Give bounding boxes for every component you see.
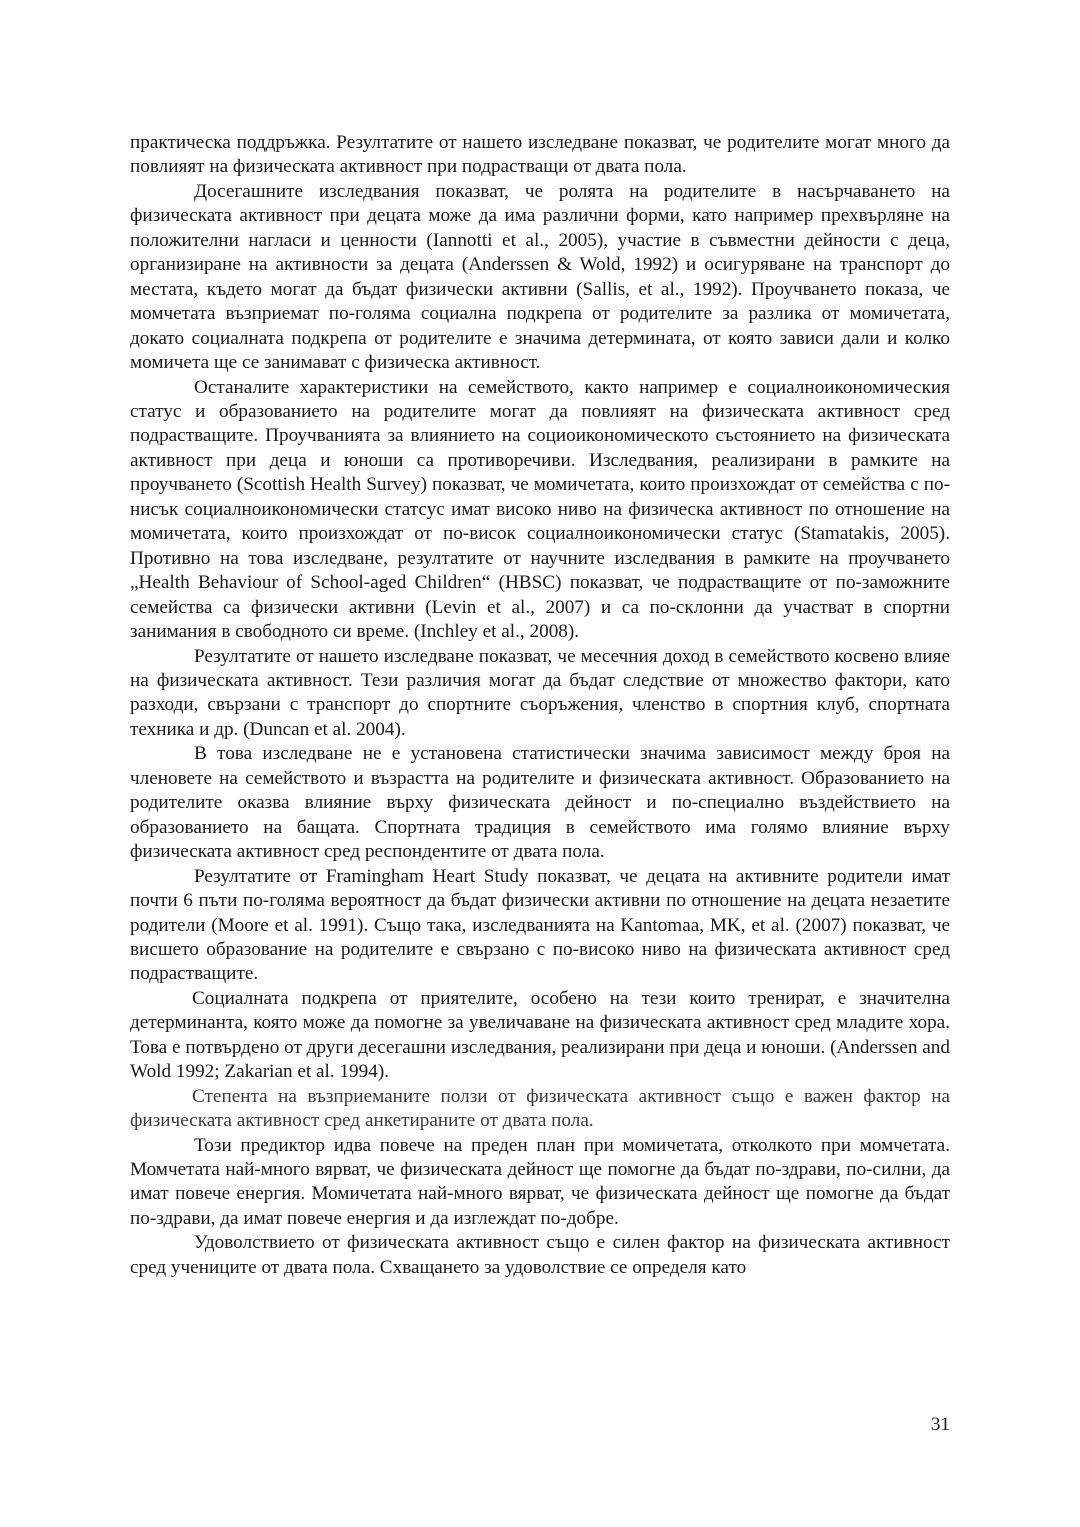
paragraph: В това изследване не е установена статистически значима зависимост между броя на членовете на семейството и възрастта на родителите и физическата активност. Образованието на родителите оказва влияние върху физическата дейност и по-специално въздействието на образованието на бащата. Спортната традиция в семейството има голямо влияние върху физическата активност сред респондентите от двата пола. bbox=[130, 743, 950, 863]
body-text bbox=[130, 131, 950, 1280]
paragraph: Степента на възприеманите ползи от физическата активност също е важен фактор на физическата активност сред анкетираните от двата пола. bbox=[130, 1085, 950, 1132]
paragraph: Удоволствието от физическата активност също е силен фактор на физическата активност сред учениците от двата пола. Схващането за удоволствие се определя като bbox=[130, 1232, 950, 1278]
paragraph: Останалите характеристики на семейството, както например е социалноикономическия статус и образованието на родителите могат да повлияят на физическата активност сред подрастващите. Проучванията за влиянието на социоикономическото състоянието на физическата активност при деца и юноши са противоречиви. Изследвания, реализирани в рамките на проучването (Scottish Health Survey) показват, че момичетата, които произхождат от семейства с по-нисък социалноикономически статсус имат високо ниво на физическа активност по отношение на момичетата, които произхождат от по-висок социалноикономически статус (Stamatakis, 2005). Противно на това изследване, резултатите от научните изследвания в рамките на проучването „Health Behaviour of School-aged Children“ (HBSC) показват, че подрастващите от по-заможните семейства са физически активни (Levin et al., 2007) и са по-склонни да участват в спортни занимания в свободното си време. (Inchley et al., 2008). bbox=[130, 376, 950, 643]
page-number: 31 bbox=[930, 1414, 950, 1435]
paragraph: Досегашните изследвания показват, че ролята на родителите в насърчаването на физическата активност при децата може да има различни форми, като например прехвърляне на положителни нагласи и ценности (Iannotti et al., 2005), участие в съвместни дейности с деца, организиране на активности за децата (Anderssen & Wold, 1992) и осигуряване на транспорт до местата, където могат да бъдат физически активни (Sallis, et al., 1992). Проучването показа, че момчетата възприемат по-голяма социална подкрепа от родителите за разлика от момичетата, докато социалната подкрепа от родителите е значима детермината, от която зависи дали и колко момичета ще се занимават с физическа активност. bbox=[130, 180, 950, 374]
paragraph: Резултатите от Framingham Heart Study показват, че децата на активните родители имат почти 6 пъти по-голяма вероятност да бъдат физически активни по отношение на децата незаетите родители (Moore et al. 1991). Също така, изследванията на Kantomaa, MK, et al. (2007) показват, че висшето образование на родителите е свързано с по-високо ниво на физическата активност сред подрастващите. bbox=[130, 865, 950, 985]
paragraph: Този предиктор идва повече на преден план при момичетата, отколкото при момчетата. Момчетата най-много вярват, че физическата дейност ще помогне да бъдат по-здрави, по-силни, да имат повече енергия. Момичетата най-много вярват, че физическата дейност ще помогне да бъдат по-здрави, да имат повече енергия и да изглеждат по-добре. bbox=[130, 1134, 950, 1229]
paragraph: Социалната подкрепа от приятелите, особено на тези които тренират, е значителна детерминанта, която може да помогне за увеличаване на физическата активност сред младите хора. Това е потвърдено от други десегашни изследвания, реализирани при деца и юноши. (Anderssen and Wold 1992; Zakarian et al. 1994). bbox=[130, 987, 950, 1083]
paragraph: Резултатите от нашето изследване показват, че месечния доход в семейството косвено влияе на физическата активност. Тези различия могат да бъдат следствие от множество фактори, като разходи, свързани с транспорт до спортните съоръжения, членство в спортния клуб, спортната техника и др. (Duncan et al. 2004). bbox=[130, 645, 950, 740]
paragraph: практическа поддръжка. Резултатите от нашето изследване показват, че родителите могат много да повлияят на физическата активност при подрастващи от двата пола. bbox=[130, 132, 950, 178]
